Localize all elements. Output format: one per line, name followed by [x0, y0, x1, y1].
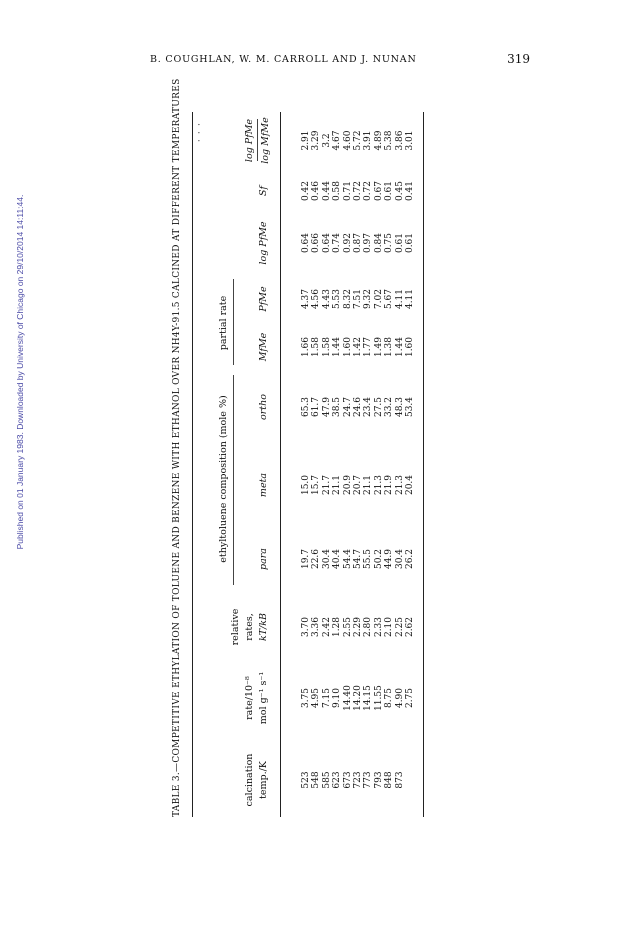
cell: 4.43 — [321, 288, 332, 310]
cell: 53.4 — [404, 396, 415, 418]
cell: 3.70 — [301, 616, 311, 638]
hdr-rate: rate/10⁻⁸ — [244, 676, 255, 720]
cell: 1.44 — [332, 336, 343, 358]
cell: 54.4 — [342, 548, 353, 570]
cell: 30.4 — [321, 548, 332, 570]
cell: 4.60 — [342, 130, 353, 151]
table-rotated-content — [172, 78, 424, 817]
cell: 0.64 — [301, 232, 311, 254]
cell: 20.9 — [342, 474, 353, 496]
cell: 9.10 — [332, 687, 343, 709]
cell: 0.72 — [363, 180, 374, 202]
hdr-sf: Sf — [258, 185, 269, 197]
cell: 15.7 — [311, 474, 322, 496]
cell: 5.38 — [384, 130, 395, 151]
cell: 1.60 — [404, 336, 415, 358]
cell: 3.01 — [404, 130, 415, 151]
cell: 0.92 — [342, 232, 353, 254]
cell: 15.0 — [301, 474, 311, 496]
cell: 9.32 — [363, 288, 374, 310]
hdr-ortho: ortho — [258, 394, 269, 420]
cell: 793 — [373, 771, 384, 789]
hdr-log-pf: log PfMe — [258, 221, 269, 265]
hdr-pf: PfMe — [258, 286, 269, 312]
cell: 0.71 — [342, 180, 353, 202]
cell: 3.2 — [321, 133, 332, 148]
cell: 33.2 — [384, 396, 395, 418]
hdr-para: para — [258, 548, 269, 570]
download-watermark — [14, 162, 25, 582]
hdr-calcination: calcination — [244, 753, 255, 807]
page-number: 319 — [507, 52, 530, 66]
cell: 673 — [342, 771, 353, 789]
cell: 723 — [352, 771, 363, 789]
col-log-pf — [301, 215, 415, 271]
cell: 0.74 — [332, 232, 343, 254]
hdr-relative: relative — [230, 608, 241, 646]
cell: 5.53 — [332, 288, 343, 310]
cell: 14.15 — [363, 685, 374, 711]
cell: 26.2 — [404, 548, 415, 570]
cell: 1.77 — [363, 336, 374, 358]
header-rule — [280, 112, 281, 817]
hdr-log-ratio-den: log MfMe — [260, 117, 271, 164]
cell: 20.7 — [352, 474, 363, 496]
cell: 0.61 — [384, 180, 395, 202]
cell: 54.7 — [352, 548, 363, 570]
log-ratio-rule — [257, 119, 258, 161]
partial-rate-rule — [233, 279, 234, 365]
cell: 3.75 — [301, 687, 311, 709]
cell: 773 — [363, 771, 374, 789]
cell: 0.41 — [404, 180, 415, 202]
cell: 0.84 — [373, 232, 384, 254]
cell: 2.29 — [352, 616, 363, 638]
cell: 4.90 — [394, 687, 405, 709]
cell: 3.29 — [311, 130, 322, 151]
cell: 0.45 — [394, 180, 405, 202]
cell: 11.55 — [373, 685, 384, 711]
col-kt-kb — [301, 599, 415, 655]
composition-rule — [233, 375, 234, 585]
cell: 4.95 — [311, 687, 322, 709]
cell: 1.60 — [342, 336, 353, 358]
cell: 7.15 — [321, 687, 332, 709]
cell: 22.6 — [311, 548, 322, 570]
cell: 65.3 — [301, 396, 311, 418]
col-log-ratio — [301, 112, 415, 169]
cell: 1.42 — [352, 336, 363, 358]
watermark-text: Published on 01 January 1983. Downloaded by University of Chicago on 29/10/2014 14:11:44. — [14, 194, 25, 550]
col-ortho — [301, 377, 415, 437]
cell: 8.32 — [342, 288, 353, 310]
col-para — [301, 529, 415, 589]
cell: 24.7 — [342, 396, 353, 418]
col-rate — [301, 663, 415, 733]
cell: 0.72 — [352, 180, 363, 202]
cell: 21.7 — [321, 474, 332, 496]
cell: 5.67 — [384, 288, 395, 310]
cell: 23.4 — [363, 396, 374, 418]
continuation-dots: · · · — [194, 122, 205, 143]
cell: 30.4 — [394, 548, 405, 570]
cell: 623 — [332, 771, 343, 789]
cell: 47.9 — [321, 396, 332, 418]
table-caption: TABLE 3.—COMPETITIVE ETHYLATION OF TOLUENE AND BENZENE WITH ETHANOL OVER NH4Y-91.5 CALCINED AT DIFFERENT TEMPERATURES — [172, 78, 182, 817]
hdr-mf: MfMe — [258, 332, 269, 362]
cell: 2.55 — [342, 616, 353, 638]
cell: 0.42 — [301, 180, 311, 202]
cell: 0.46 — [311, 180, 322, 202]
cell: 4.89 — [373, 130, 384, 151]
hdr-rate-units: mol g⁻¹ s⁻¹ — [258, 671, 269, 725]
col-pf — [301, 277, 415, 321]
cell: 1.38 — [384, 336, 395, 358]
cell: 873 — [394, 771, 405, 789]
cell: 2.25 — [394, 616, 405, 638]
cell: 3.86 — [394, 130, 405, 151]
cell: 21.1 — [332, 474, 343, 496]
cell: 3.36 — [311, 616, 322, 638]
cell: 27.5 — [373, 396, 384, 418]
col-sf — [301, 171, 415, 211]
cell: 0.97 — [363, 232, 374, 254]
hdr-composition: ethyltoluene composition (mole %) — [218, 395, 229, 563]
cell: 1.58 — [311, 336, 322, 358]
cell: 4.67 — [332, 130, 343, 151]
cell: 4.56 — [311, 288, 322, 310]
cell: 21.3 — [394, 474, 405, 496]
cell: 21.9 — [384, 474, 395, 496]
cell: 44.9 — [384, 548, 395, 570]
bottom-rule — [423, 112, 424, 817]
cell: 50.2 — [373, 548, 384, 570]
cell: 4.11 — [404, 288, 415, 310]
cell: 20.4 — [404, 474, 415, 496]
hdr-meta: meta — [258, 472, 269, 498]
cell: 1.66 — [301, 336, 311, 358]
cell: 19.7 — [301, 548, 311, 570]
cell: 2.91 — [301, 130, 311, 151]
cell: 38.5 — [332, 396, 343, 418]
hdr-partial-rate: partial rate — [218, 295, 229, 351]
cell: 2.80 — [363, 616, 374, 638]
header-authors: B. COUGHLAN, W. M. CARROLL AND J. NUNAN — [150, 54, 417, 65]
cell: 61.7 — [311, 396, 322, 418]
hdr-rates: rates, — [244, 613, 255, 641]
cell: 40.4 — [332, 548, 343, 570]
hdr-log-ratio-num: log PfMe — [244, 118, 255, 163]
cell: 2.42 — [321, 616, 332, 638]
cell: 48.3 — [394, 396, 405, 418]
col-temp — [301, 743, 405, 817]
cell: 0.67 — [373, 180, 384, 202]
cell: 1.49 — [373, 336, 384, 358]
col-mf — [301, 325, 415, 369]
cell: 0.61 — [404, 232, 415, 254]
cell: 2.33 — [373, 616, 384, 638]
cell: 3.91 — [363, 130, 374, 151]
cell: 0.44 — [321, 180, 332, 202]
cell: 0.75 — [384, 232, 395, 254]
cell: 1.44 — [394, 336, 405, 358]
hdr-temp: temp./K — [258, 761, 269, 799]
cell: 1.58 — [321, 336, 332, 358]
cell: 848 — [384, 771, 395, 789]
cell: 0.64 — [321, 232, 332, 254]
cell: 7.02 — [373, 288, 384, 310]
cell: 5.72 — [352, 130, 363, 151]
cell: 14.40 — [342, 685, 353, 711]
cell: 4.11 — [394, 288, 405, 310]
cell: 548 — [311, 771, 322, 789]
cell: 14.20 — [352, 685, 363, 711]
cell: 55.5 — [363, 548, 374, 570]
col-meta — [301, 455, 415, 515]
cell: 2.75 — [404, 687, 415, 709]
cell: 21.3 — [373, 474, 384, 496]
cell: 2.10 — [384, 616, 395, 638]
cell: 8.75 — [384, 687, 395, 709]
cell: 0.87 — [352, 232, 363, 254]
cell: 2.62 — [404, 616, 415, 638]
hdr-kt-kb: kT/kB — [258, 612, 269, 642]
cell: 1.28 — [332, 616, 343, 638]
cell: 24.6 — [352, 396, 363, 418]
cell: 585 — [321, 771, 332, 789]
top-rule — [192, 112, 193, 817]
cell: 0.66 — [311, 232, 322, 254]
cell: 0.58 — [332, 180, 343, 202]
cell: 4.37 — [301, 288, 311, 310]
cell: 21.1 — [363, 474, 374, 496]
cell: 523 — [301, 771, 311, 789]
cell: 0.61 — [394, 232, 405, 254]
table-3 — [172, 78, 424, 817]
cell: 7.51 — [352, 288, 363, 310]
